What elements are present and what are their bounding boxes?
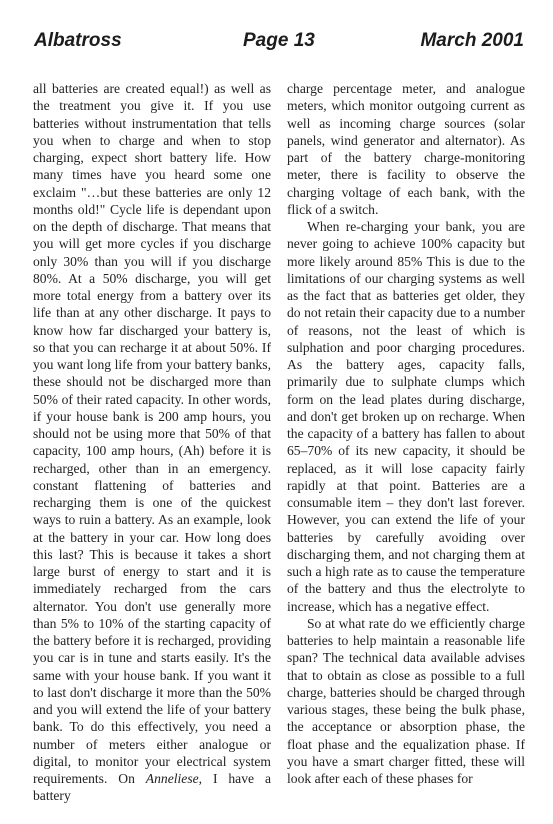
right-column: [287, 80, 525, 787]
right-paragraph-3: So at what rate do we efficiently charge batteries to help maintain a reasonable life span? The technical data available advises that to obtain as close as possible to a full charge, batteries should be charged through various stages, these being the bulk phase, the acceptance or absorption phase, the float phase and the equalization phase. If you have a smart charger fitted, these will look after each of these phases for: [287, 615, 525, 786]
right-paragraph-1: charge percentage meter, and analogue meters, which monitor outgoing current as well as incoming charge sources (solar panels, wind generator and alternator). As part of the battery charge-monitoring meter, there is facility to observe the charging voltage of each bank, with the flick of a switch.: [287, 81, 525, 217]
left-paragraph-end: , I have a battery: [33, 771, 271, 804]
issue-date: March 2001: [420, 30, 524, 51]
page-number: Page 13: [243, 30, 315, 51]
left-column: [33, 80, 271, 805]
right-paragraph-2: When re-charging your bank, you are never going to achieve 100% capacity but more likely around 85% This is due to the limitations of our charging systems as well as the fact that as batteries get older, they do not retain their capacity due to a number of reasons, not the least of which is sulphation and poor charging procedures. As the battery ages, capacity falls, primarily due to sulphate clumps which form on the lead plates during discharge, and don't get broken up on recharge. When the capacity of a battery has fallen to about 65–70% of its new capacity, it should be replaced, as it will lose capacity fairly rapidly at that point. Batteries are a consumable item – they don't last forever. However, you can extend the life of your batteries by carefully avoiding over discharging them, and not charging them at such a high rate as to cause the temperature of the battery and thus the electrolyte to increase, which has a negative effect.: [287, 219, 525, 614]
left-paragraph: [33, 80, 271, 805]
publication-title: Albatross: [34, 30, 122, 51]
page-header: [0, 30, 553, 56]
boat-name: Anneliese: [145, 771, 199, 786]
left-paragraph-text: all batteries are created equal!) as well as the treatment you give it. If you use batteries without instrumentation that tells you when to charge and when to stop charging, expect short battery life. How many times have you heard some one exclaim "…but these batteries are only 12 months old!" Cycle life is dependant upon on the depth of discharge. That means that you will get more cycles if you discharge only 30% than you will if you discharge 80%. At a 50% discharge, you will get more total energy from a battery over its life than at any other discharge. It pays to know how far discharged your battery is, so that you can recharge it at about 50%. If you want long life from your battery banks, these should not be discharged more than 50% of their rated capacity. In other words, if your house bank is 200 amp hours, you should not be using more that 50% of that capacity, 100 amp hours, (Ah) before it is recharged, other than in an emergency. constant flattening of batteries and recharging them is one of the quickest ways to ruin a battery. As an example, look at the battery in your car. How long does this last? This is because it takes a short large burst of energy to start and it is immediately recharged from the cars alternator. You don't use generally more than 5% to 10% of the starting capacity of the battery before it is recharged, providing you car is in tune and starts easily. It's the same with your house bank. If you want it to last don't discharge it more than the 50% and you will extend the life of your battery bank. To do this effectively, you need a number of meters either analogue or digital, to monitor your electrical system requirements. On: [33, 81, 271, 786]
